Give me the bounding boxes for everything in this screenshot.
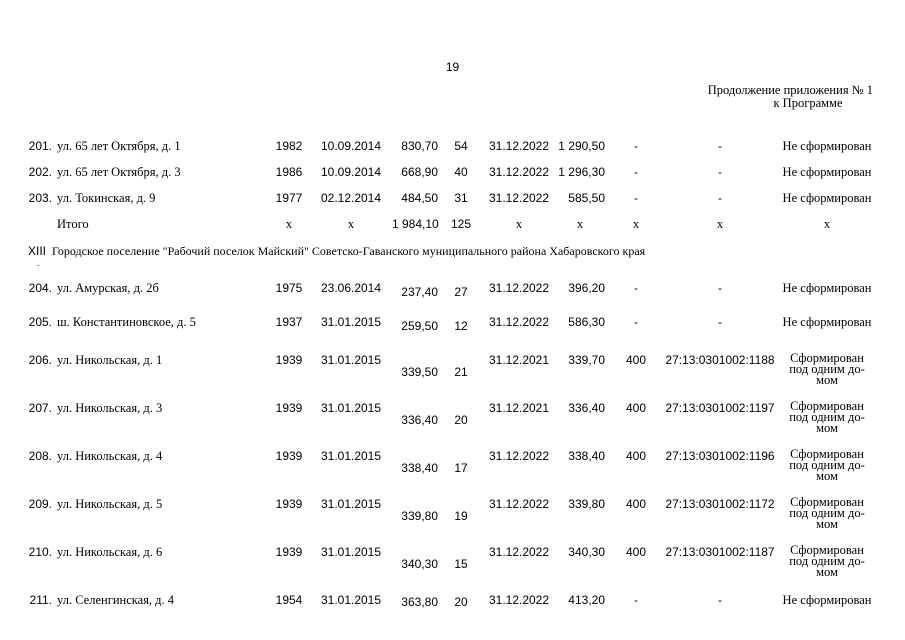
address: ул. 65 лет Октября, д. 3 <box>57 165 181 179</box>
date: х <box>347 217 355 231</box>
date: 31.01.2015 <box>320 497 382 511</box>
status: Не сформирован <box>782 281 872 295</box>
count: 400 <box>625 401 647 415</box>
status: Не сформирован <box>782 191 872 205</box>
address: ул. Никольская, д. 5 <box>57 497 163 511</box>
cadastral: - <box>718 281 722 295</box>
row-number: 207. <box>28 401 52 415</box>
area-2: 586,30 <box>568 315 605 329</box>
area: 259,50 <box>401 319 438 333</box>
area-2: 585,50 <box>568 191 605 205</box>
status: Не сформирован <box>782 315 872 329</box>
row-number: 211. <box>29 593 52 607</box>
term: 31.12.2022 <box>488 593 550 607</box>
count: - <box>634 593 638 607</box>
area: 339,50 <box>401 365 438 379</box>
continuation-line-1: Продолжение приложения № 1 <box>707 83 873 97</box>
year: 1982 <box>275 139 303 153</box>
residents: 20 <box>454 595 468 609</box>
cadastral: - <box>718 139 722 153</box>
year: 1975 <box>275 281 303 295</box>
residents: 27 <box>454 285 468 299</box>
section-number: XIII <box>28 244 47 258</box>
cadastral: 27:13:0301002:1196 <box>665 449 775 463</box>
section-header <box>28 244 645 259</box>
residents: 54 <box>454 139 468 153</box>
residents: 20 <box>454 413 468 427</box>
term: 31.12.2021 <box>488 353 550 367</box>
year: 1977 <box>275 191 303 205</box>
count: 400 <box>625 449 647 463</box>
term: 31.12.2022 <box>488 191 550 205</box>
year: 1939 <box>275 497 303 511</box>
cadastral: - <box>718 191 722 205</box>
row-number: 209. <box>28 497 52 511</box>
status: Не сформирован <box>782 593 872 607</box>
area-2: 1 290,50 <box>558 139 605 153</box>
date: 23.06.2014 <box>320 281 382 295</box>
term: 31.12.2021 <box>488 401 550 415</box>
year: 1939 <box>275 353 303 367</box>
area: 340,30 <box>401 557 438 571</box>
area-2: 338,40 <box>568 449 605 463</box>
term: 31.12.2022 <box>488 139 550 153</box>
area-2: 336,40 <box>568 401 605 415</box>
residents: 125 <box>450 217 472 231</box>
area: 338,40 <box>401 461 438 475</box>
term: 31.12.2022 <box>488 449 550 463</box>
date: 02.12.2014 <box>320 191 382 205</box>
residents: 31 <box>454 191 468 205</box>
count: - <box>634 281 638 295</box>
year: 1939 <box>275 401 303 415</box>
date: 10.09.2014 <box>320 139 382 153</box>
count: 400 <box>625 497 647 511</box>
year: 1954 <box>275 593 303 607</box>
status: Не сформирован <box>782 165 872 179</box>
residents: 19 <box>454 509 468 523</box>
area: 363,80 <box>401 595 438 609</box>
continuation-line-2: к Программе <box>773 96 843 110</box>
area-2: 340,30 <box>568 545 605 559</box>
date: 31.01.2015 <box>320 401 382 415</box>
term: 31.12.2022 <box>488 281 550 295</box>
address: ул. Селенгинская, д. 4 <box>57 593 175 607</box>
section-trailing-mark: . <box>37 258 40 268</box>
residents: 12 <box>454 319 468 333</box>
residents: 40 <box>454 165 468 179</box>
count: 400 <box>625 545 647 559</box>
address: ул. Амурская, д. 2б <box>57 281 159 295</box>
cadastral: - <box>718 593 722 607</box>
area: 830,70 <box>401 139 438 153</box>
term: 31.12.2022 <box>488 165 550 179</box>
area: 336,40 <box>401 413 438 427</box>
area: 237,40 <box>401 285 438 299</box>
status: Сформирован под одним до-мом <box>789 447 865 483</box>
address: ул. Никольская, д. 4 <box>57 449 163 463</box>
row-number: 210. <box>28 545 52 559</box>
address: ул. Никольская, д. 3 <box>57 401 163 415</box>
status: х <box>823 217 831 231</box>
term: х <box>515 217 523 231</box>
address: ул. Токинская, д. 9 <box>57 191 156 205</box>
date: 31.01.2015 <box>320 449 382 463</box>
year: 1939 <box>275 449 303 463</box>
status: Сформирован под одним до-мом <box>789 543 865 579</box>
year: 1986 <box>275 165 303 179</box>
section-title: Городское поселение "Рабочий поселок Майский" Советско-Гаванского муниципального района Хабаровского края <box>52 244 646 258</box>
area-2: 396,20 <box>568 281 605 295</box>
row-number: 201. <box>28 139 52 153</box>
address: ул. 65 лет Октября, д. 1 <box>57 139 181 153</box>
page-number: 19 <box>445 60 460 74</box>
continuation-note <box>653 84 873 110</box>
area: 668,90 <box>401 165 438 179</box>
cadastral: 27:13:0301002:1188 <box>665 353 775 367</box>
cadastral: х <box>716 217 724 231</box>
area-2: 339,70 <box>568 353 605 367</box>
year: 1939 <box>275 545 303 559</box>
area-2: 339,80 <box>568 497 605 511</box>
table-row <box>0 593 905 633</box>
residents: 17 <box>454 461 468 475</box>
area-2: 413,20 <box>568 593 605 607</box>
area: 484,50 <box>401 191 438 205</box>
date: 31.01.2015 <box>320 353 382 367</box>
status: Не сформирован <box>782 139 872 153</box>
count: - <box>634 315 638 329</box>
date: 31.01.2015 <box>320 545 382 559</box>
total-label: Итого <box>57 217 89 231</box>
term: 31.12.2022 <box>488 497 550 511</box>
term: 31.12.2022 <box>488 545 550 559</box>
date: 31.01.2015 <box>320 593 382 607</box>
count: - <box>634 165 638 179</box>
cadastral: - <box>718 165 722 179</box>
area: 339,80 <box>401 509 438 523</box>
year: 1937 <box>275 315 303 329</box>
date: 10.09.2014 <box>320 165 382 179</box>
row-number: 208. <box>28 449 52 463</box>
count: - <box>634 191 638 205</box>
address: ул. Никольская, д. 1 <box>57 353 163 367</box>
year: х <box>285 217 293 231</box>
count: х <box>632 217 640 231</box>
cadastral: 27:13:0301002:1172 <box>665 497 775 511</box>
residents: 15 <box>454 557 468 571</box>
address: ул. Никольская, д. 6 <box>57 545 163 559</box>
row-number: 206. <box>28 353 52 367</box>
area: 1 984,10 <box>392 217 439 231</box>
count: 400 <box>625 353 647 367</box>
residents: 21 <box>454 365 468 379</box>
term: 31.12.2022 <box>488 315 550 329</box>
row-number: 204. <box>28 281 52 295</box>
row-number: 202. <box>28 165 52 179</box>
count: - <box>634 139 638 153</box>
row-number: 203. <box>28 191 52 205</box>
status: Сформирован под одним до-мом <box>789 495 865 531</box>
status: Сформирован под одним до-мом <box>789 351 865 387</box>
cadastral: 27:13:0301002:1187 <box>665 545 775 559</box>
row-number: 205. <box>28 315 52 329</box>
area-2: 1 296,30 <box>558 165 605 179</box>
cadastral: 27:13:0301002:1197 <box>665 401 775 415</box>
cadastral: - <box>718 315 722 329</box>
status: Сформирован под одним до-мом <box>789 399 865 435</box>
address: ш. Константиновское, д. 5 <box>57 315 196 329</box>
date: 31.01.2015 <box>320 315 382 329</box>
area-2: х <box>576 217 584 231</box>
